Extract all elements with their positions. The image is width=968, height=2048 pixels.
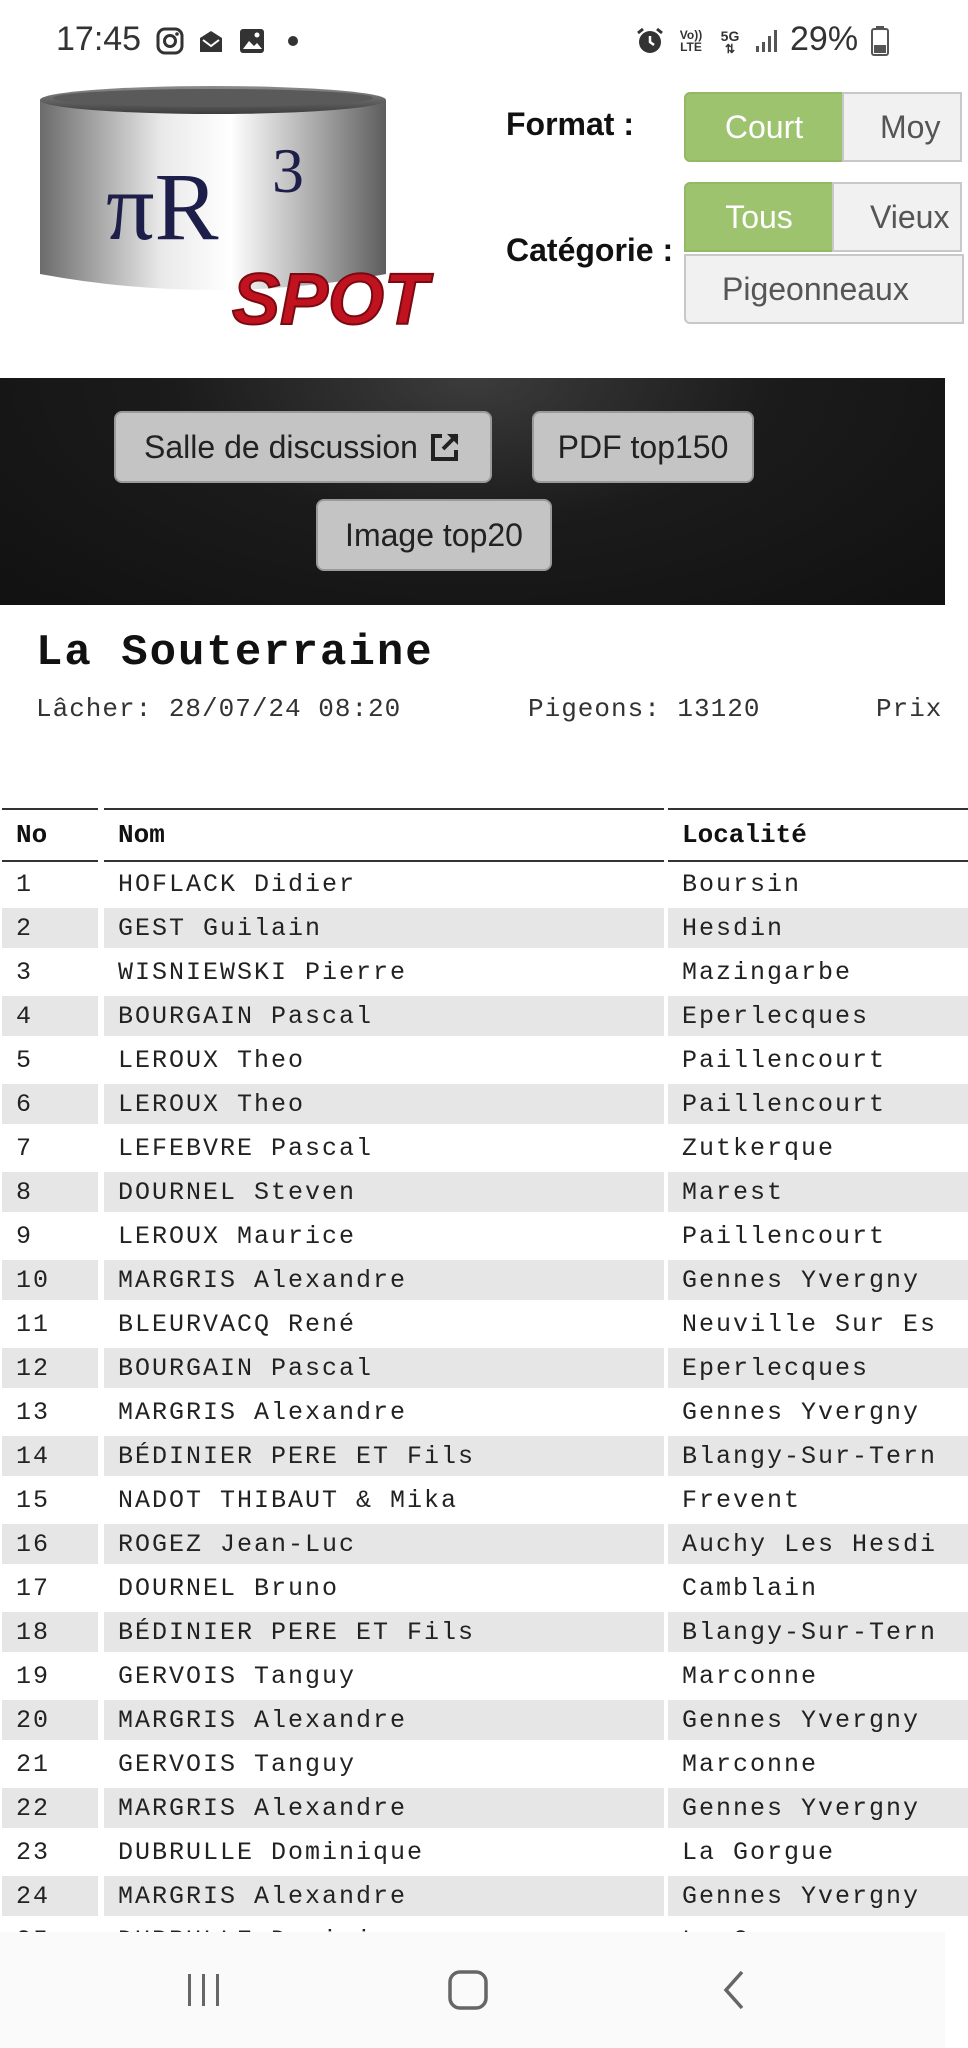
results-table: [0, 808, 945, 1932]
status-time: 17:45: [56, 20, 142, 58]
cell-no: 2: [2, 908, 98, 948]
cell-localite: Hesdin: [668, 908, 968, 948]
categorie-label: Catégorie :: [506, 232, 674, 268]
header-nom[interactable]: Nom: [104, 808, 664, 862]
cell-no: 15: [16, 1485, 51, 1515]
cell-localite: Paillencourt: [682, 1045, 887, 1075]
race-release: Lâcher: 28/07/24 08:20: [36, 694, 402, 724]
cell-localite: Gennes Yvergny: [668, 1788, 968, 1828]
cell-no: 4: [2, 996, 98, 1036]
recents-icon[interactable]: [164, 1962, 244, 2018]
race-title: La Souterraine: [36, 628, 434, 678]
gallery-icon: [236, 26, 268, 56]
logo-symbol: πR: [106, 153, 219, 260]
cell-localite: Boursin: [682, 869, 802, 899]
table-row[interactable]: [0, 1788, 945, 1832]
cell-nom: MARGRIS Alexandre: [104, 1788, 664, 1828]
table-row[interactable]: [0, 1744, 945, 1788]
cell-no: 6: [2, 1084, 98, 1124]
action-band: [0, 378, 945, 605]
cell-localite: Camblain: [682, 1573, 819, 1603]
table-row[interactable]: [0, 1216, 945, 1260]
cell-localite: Blangy-Sur-Tern: [668, 1436, 968, 1476]
cell-no: 17: [16, 1573, 51, 1603]
table-row[interactable]: [0, 1700, 945, 1744]
format-court-button[interactable]: Court: [684, 92, 844, 162]
cell-localite: Marconne: [682, 1661, 819, 1691]
app-logo[interactable]: [36, 84, 476, 344]
cell-no: 10: [2, 1260, 98, 1300]
cell-nom: MARGRIS Alexandre: [118, 1397, 408, 1427]
cell-no: 18: [2, 1612, 98, 1652]
cell-localite: Auchy Les Hesdi: [668, 1524, 968, 1564]
table-row[interactable]: [0, 1876, 945, 1920]
instagram-icon: [154, 26, 186, 56]
mail-icon: [196, 26, 226, 56]
cell-nom: ROGEZ Jean-Luc: [104, 1524, 664, 1564]
table-row[interactable]: [0, 1392, 945, 1436]
cell-localite: Eperlecques: [668, 1348, 968, 1388]
table-row[interactable]: [0, 1612, 945, 1656]
table-header: [0, 808, 945, 862]
cell-localite: Zutkerque: [682, 1133, 836, 1163]
table-row[interactable]: [0, 1172, 945, 1216]
cell-no: 3: [16, 957, 34, 987]
alarm-icon: [634, 26, 666, 56]
cell-nom: MARGRIS Alexandre: [104, 1876, 664, 1916]
cell-nom: GERVOIS Tanguy: [118, 1661, 357, 1691]
cell-nom: BOURGAIN Pascal: [104, 996, 664, 1036]
categorie-tous-button[interactable]: Tous: [684, 182, 834, 252]
table-row[interactable]: [0, 1040, 945, 1084]
cell-localite: Eperlecques: [668, 996, 968, 1036]
header-localite[interactable]: Localité: [668, 808, 968, 862]
5g-text: 5G: [720, 28, 740, 44]
table-row[interactable]: [0, 1260, 945, 1304]
image-top20-button[interactable]: Image top20: [316, 499, 552, 571]
battery-percent: 29%: [790, 20, 859, 58]
cell-nom: LEROUX Theo: [118, 1045, 306, 1075]
cell-nom: BLEURVACQ René: [118, 1309, 357, 1339]
cell-nom: LEROUX Maurice: [118, 1221, 357, 1251]
cell-localite: Neuville Sur Es: [682, 1309, 938, 1339]
table-row[interactable]: [0, 1832, 945, 1876]
cell-no: 16: [2, 1524, 98, 1564]
header: [0, 84, 950, 378]
table-row[interactable]: [0, 952, 945, 996]
cell-localite: Marconne: [682, 1749, 819, 1779]
cell-no: 11: [16, 1309, 51, 1339]
home-icon[interactable]: [428, 1962, 508, 2018]
cell-nom: HOFLACK Didier: [118, 869, 357, 899]
cell-nom: LEROUX Theo: [104, 1084, 664, 1124]
categorie-pigeonneaux-button[interactable]: Pigeonneaux: [684, 254, 964, 324]
cell-localite: Frevent: [682, 1485, 802, 1515]
format-label: Format :: [506, 106, 634, 142]
5g-icon: 5G ⇅: [720, 28, 740, 56]
cell-no: 24: [2, 1876, 98, 1916]
nav-bar: [0, 1932, 945, 2048]
cell-localite: La Gorgue: [682, 1837, 836, 1867]
cell-no: 22: [2, 1788, 98, 1828]
cell-nom: GERVOIS Tanguy: [118, 1749, 357, 1779]
categorie-vieux-button[interactable]: Vieux: [832, 182, 962, 252]
cell-nom: DUBRULLE Dominique: [118, 1837, 425, 1867]
cell-nom: DOURNEL Steven: [104, 1172, 664, 1212]
logo-brand: SPOT: [232, 260, 429, 340]
cell-nom: GEST Guilain: [104, 908, 664, 948]
table-row[interactable]: [0, 1524, 945, 1568]
battery-icon: [870, 26, 890, 56]
table-row[interactable]: [0, 1128, 945, 1172]
cell-no: 20: [2, 1700, 98, 1740]
back-icon[interactable]: [694, 1962, 774, 2018]
cell-no: 13: [16, 1397, 51, 1427]
cell-no: 19: [16, 1661, 51, 1691]
status-bar: [0, 0, 945, 84]
cell-nom: MARGRIS Alexandre: [104, 1700, 664, 1740]
cell-no: 14: [2, 1436, 98, 1476]
table-row[interactable]: [0, 1084, 945, 1128]
table-row[interactable]: [0, 996, 945, 1040]
chat-room-label: Salle de discussion: [144, 428, 418, 465]
cell-nom: WISNIEWSKI Pierre: [118, 957, 408, 987]
cell-localite: Gennes Yvergny: [668, 1876, 968, 1916]
volte-icon: Vo)) LTE: [679, 28, 703, 54]
cell-nom: BOURGAIN Pascal: [104, 1348, 664, 1388]
table-row[interactable]: [0, 1304, 945, 1348]
cell-localite: Gennes Yvergny: [668, 1260, 968, 1300]
race-prize: Prix: [876, 694, 943, 724]
cell-nom: BÉDINIER PERE ET Fils: [104, 1612, 664, 1652]
cell-localite: Blangy-Sur-Tern: [668, 1612, 968, 1652]
cell-nom: NADOT THIBAUT & Mika: [118, 1485, 459, 1515]
logo-superscript: 3: [272, 135, 304, 206]
cell-no: 12: [2, 1348, 98, 1388]
cell-nom: LEFEBVRE Pascal: [118, 1133, 374, 1163]
cell-no: 1: [16, 869, 34, 899]
cell-localite: Paillencourt: [668, 1084, 968, 1124]
chat-room-button[interactable]: [114, 411, 492, 483]
table-row[interactable]: [0, 864, 945, 908]
cell-localite: Paillencourt: [682, 1221, 887, 1251]
cell-no: 7: [16, 1133, 34, 1163]
table-row[interactable]: [0, 1436, 945, 1480]
cell-localite: Marest: [668, 1172, 968, 1212]
external-link-icon: [428, 430, 462, 464]
table-row[interactable]: [0, 1656, 945, 1700]
race-pigeons: Pigeons: 13120: [528, 694, 761, 724]
cell-localite: Gennes Yvergny: [668, 1700, 968, 1740]
cell-no: 8: [2, 1172, 98, 1212]
cell-no: 5: [16, 1045, 34, 1075]
table-row[interactable]: [0, 908, 945, 952]
cell-nom: BÉDINIER PERE ET Fils: [104, 1436, 664, 1476]
cell-no: 21: [16, 1749, 51, 1779]
cell-no: 23: [16, 1837, 51, 1867]
table-row[interactable]: [0, 1568, 945, 1612]
signal-icon: [752, 26, 782, 56]
cell-localite: Gennes Yvergny: [682, 1397, 921, 1427]
format-moy-button[interactable]: Moy: [842, 92, 962, 162]
cell-nom: DOURNEL Bruno: [118, 1573, 340, 1603]
table-row[interactable]: [0, 1348, 945, 1392]
cell-localite: Mazingarbe: [682, 957, 853, 987]
table-row[interactable]: [0, 1480, 945, 1524]
dot-icon: [286, 26, 300, 56]
cell-nom: MARGRIS Alexandre: [104, 1260, 664, 1300]
pdf-top150-button[interactable]: PDF top150: [532, 411, 754, 483]
cell-no: 9: [16, 1221, 34, 1251]
header-no[interactable]: No: [2, 808, 98, 862]
